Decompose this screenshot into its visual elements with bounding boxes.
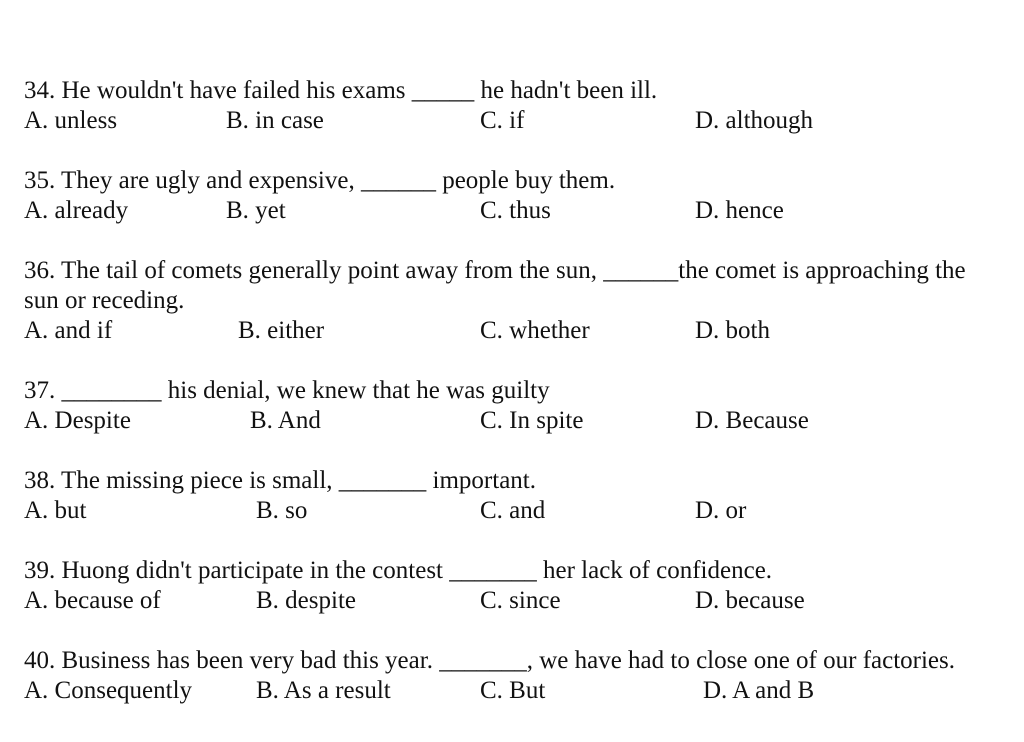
option-b[interactable]: B. And — [250, 407, 321, 434]
option-d[interactable]: D. or — [695, 497, 747, 524]
question-38 — [24, 466, 1004, 526]
question-stem: 40. Business has been very bad this year. _______, we have had to close one of our factories. — [24, 647, 956, 674]
question-stem: 36. The tail of comets generally point away from the sun, ______the comet is approaching the sun or receding. — [24, 257, 966, 314]
option-a[interactable]: A. but — [24, 497, 87, 524]
option-c[interactable]: C. In spite — [480, 407, 584, 434]
option-a[interactable]: A. Despite — [24, 407, 131, 434]
option-d[interactable]: D. A and B — [703, 677, 815, 704]
options-row — [24, 676, 1004, 706]
options-row — [24, 106, 1004, 136]
option-a[interactable]: A. and if — [24, 317, 113, 344]
options-row — [24, 586, 1004, 616]
option-c[interactable]: C. But — [480, 677, 546, 704]
question-36 — [24, 256, 1004, 346]
option-b[interactable]: B. so — [256, 497, 308, 524]
option-c[interactable]: C. since — [480, 587, 561, 614]
option-a[interactable]: A. unless — [24, 107, 118, 134]
option-b[interactable]: B. yet — [226, 197, 286, 224]
question-stem: 39. Huong didn't participate in the contest _______ her lack of confidence. — [24, 557, 773, 584]
options-row — [24, 406, 1004, 436]
question-39 — [24, 556, 1004, 616]
question-stem: 35. They are ugly and expensive, ______ people buy them. — [24, 167, 616, 194]
option-d[interactable]: D. both — [695, 317, 770, 344]
option-b[interactable]: B. As a result — [256, 677, 391, 704]
question-34 — [24, 76, 1004, 136]
option-c[interactable]: C. whether — [480, 317, 590, 344]
question-stem: 37. ________ his denial, we knew that he was guilty — [24, 377, 550, 404]
option-b[interactable]: B. despite — [256, 587, 356, 614]
option-a[interactable]: A. already — [24, 197, 129, 224]
option-d[interactable]: D. hence — [695, 197, 784, 224]
option-a[interactable]: A. because of — [24, 587, 161, 614]
options-row — [24, 316, 1004, 346]
option-a[interactable]: A. Consequently — [24, 677, 193, 704]
option-c[interactable]: C. and — [480, 497, 546, 524]
option-d[interactable]: D. because — [695, 587, 805, 614]
question-40 — [24, 646, 1004, 706]
question-37 — [24, 376, 1004, 436]
option-b[interactable]: B. in case — [226, 107, 324, 134]
option-c[interactable]: C. thus — [480, 197, 551, 224]
options-row — [24, 496, 1004, 526]
option-b[interactable]: B. either — [238, 317, 325, 344]
question-stem: 38. The missing piece is small, _______ important. — [24, 467, 536, 494]
question-35 — [24, 166, 1004, 226]
question-stem: 34. He wouldn't have failed his exams _____ he hadn't been ill. — [24, 77, 658, 104]
option-c[interactable]: C. if — [480, 107, 525, 134]
option-d[interactable]: D. Because — [695, 407, 809, 434]
option-d[interactable]: D. although — [695, 107, 814, 134]
options-row — [24, 196, 1004, 226]
